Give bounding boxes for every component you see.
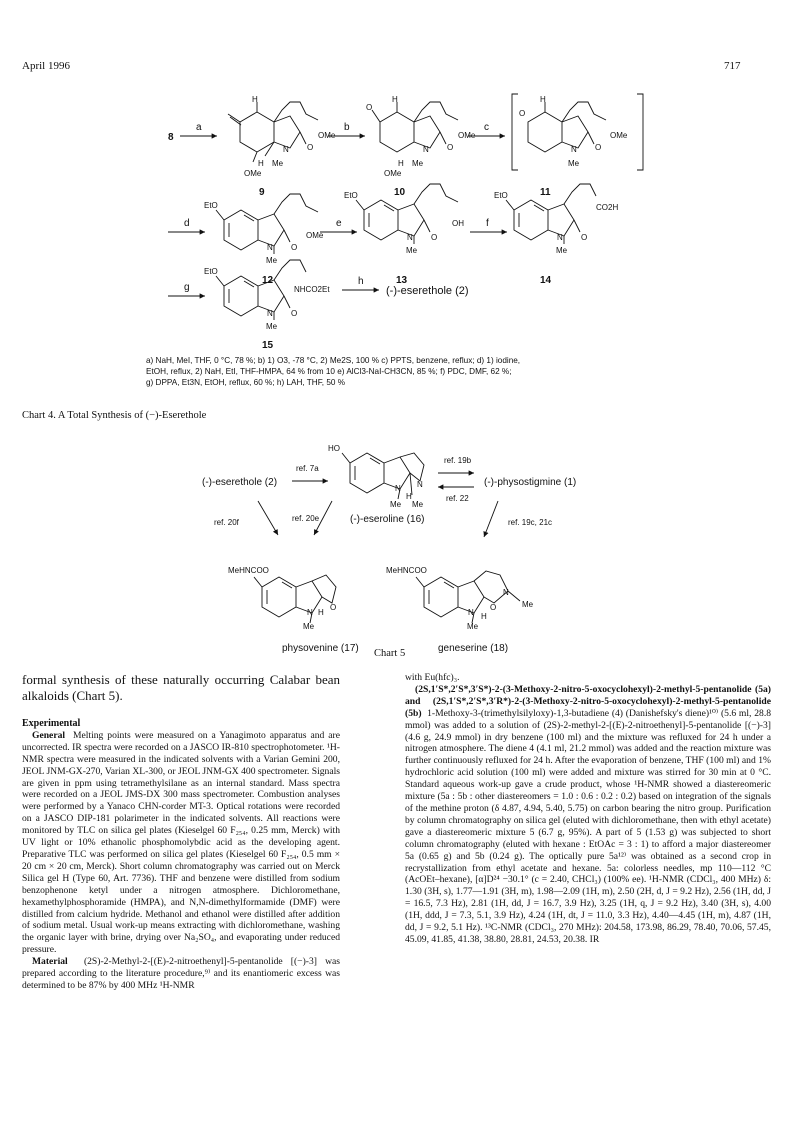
label-physovenine: physovenine (17) (282, 643, 359, 654)
compound-14-label: 14 (540, 275, 552, 286)
compound-10-label: 10 (394, 187, 406, 198)
step-e: e (336, 218, 342, 229)
conditions-line: g) DPPA, Et3N, EtOH, reflux, 60 %; h) LAH, THF, 50 % (146, 378, 345, 387)
atom-O-17: O (330, 603, 337, 612)
structure-9 (228, 102, 318, 162)
atom-Me-18a: Me (467, 622, 479, 631)
material-text: (2S)-2-Methyl-2-[(E)-2-nitroethenyl]-5-pentanolide [(−)-3] was prepared according to the literature procedure,⁹⁾ and its enantiomeric excess was determined to be 87% by 400 MHz ¹H-NMR (22, 956, 340, 991)
atom-NHCO2Et-15: NHCO2Et (294, 285, 330, 294)
atom-H-18: H (481, 612, 487, 621)
atom-OMe-9b: OMe (244, 169, 262, 178)
step-d: d (184, 218, 190, 229)
step-g: g (184, 282, 190, 293)
atom-H-10: H (392, 95, 398, 104)
arrow-ref19c (484, 501, 498, 537)
atom-Me-18b: Me (522, 600, 534, 609)
step-h: h (358, 276, 364, 287)
atom-EtO-13: EtO (344, 191, 358, 200)
compound-9-label: 9 (259, 187, 265, 198)
atom-N-14: N (557, 233, 563, 242)
compound-8-label: 8 (168, 132, 174, 143)
atom-OH-13: OH (452, 219, 464, 228)
atom-Me-11: Me (568, 159, 580, 168)
atom-Me-10: Me (412, 159, 424, 168)
atom-Me-13: Me (406, 246, 418, 255)
atom-N-b: N (417, 480, 423, 489)
ref-22: ref. 22 (446, 494, 469, 503)
general-text: Melting points were measured on a Yanagimoto apparatus and are uncorrected. IR spectra were recorded on a JASCO IR-810 spectrophotometer. ¹H-NMR spectra were measured in the indicated solvents with a Varian Gemini 200, JEOL JNM-GX-270, Varian XL-300, or JEOL JNM-GX 400 spectrometer. Signals are given in ppm using tetramethylsilane as an internal standard. Mass spectra were recorded on a JEOL JMS-DX 300 mass spectrometer. Combustion analyses were performed by a Yanaco CHN-corder MT-3. Optical rotations were recorded on a JASCO DIP-181 polarimeter in the indicated solvents. All reactions were monitored by TLC on silica gel plates (Kieselgel 60 F₂₅₄, 0.25 mm, Merck) with UV light or 10% ethanolic phosphomolybdic acid as the developing agent. Preparative TLC was performed on silica gel plates (Kieselgel 60 F₂₅₄, 0.5 mm × 20 cm × 20 cm, Merck). Short column chromatography was carried out on Merck Silica gel H (Type 60, Art. 7736). THF and benzene were distilled from sodium benzophenone ketyl under a nitrogen atmosphere. Dichloromethane, hexamethylphosphoramide (HMPA), and N,N-dimethylformamide (DMF) were distilled from calcium hydride. Methanol and ethanol were distilled after addition of sodium metal. Usual work-up means extracting with dichloromethane, washing the organic layer with brine, drying over Na₂SO₄, and evaporating under reduced pressure. (22, 729, 341, 956)
atom-O-11b: O (595, 143, 602, 152)
product-eserethole: (-)-eserethole (2) (386, 285, 469, 297)
atom-H-9b: H (258, 159, 264, 168)
atom-H-17: H (318, 608, 324, 617)
atom-O-10a: O (366, 103, 373, 112)
structure-10 (372, 102, 458, 152)
ref-19c: ref. 19c, 21c (508, 518, 553, 527)
atom-O-13: O (431, 233, 438, 242)
lead-paragraph: formal synthesis of these naturally occurring Calabar bean alkaloids (Chart 5). (22, 672, 340, 703)
compound-5-body: 1-Methoxy-3-(trimethylsilyloxy)-1,3-butadiene (4) (Danishefsky's diene)¹⁰⁾ (5.6 ml, 28.8 mmol) was added to a solution of (2S)-2-methyl-2-[(E)-2-nitroethenyl]-5-pentanolide [(−)-3] (4.6 g, 24.9 mmol) in dry benzene (100 ml) and the mixture was refluxed for 24 h under a nitrogen atmosphere. The diene 4 (4.1 ml, 21.2 mmol) was added and the reaction mixture was further continuously refluxed for 24 h. After the evaporation of benzene, THF (100 ml) and 1% hydrochloric acid solution (100 ml) were added and mixture was stirred for 30 min at 0 °C. Standard aqueous work-up gave a crude product, whose ¹H-NMR showed a diastereomeric mixture (5a : 5b : other diastereomers = 1.0 : 0.6 : 0.2 : 0.2) based on integration of the signals of the methine proton (δ 4.87, 4.94, 5.40, 5.75) on carbon bearing the nitro group. Purification by column chromatography on silica gel (eluted with dichloromethane, then with ethyl acetate) gave a diastereomeric mixture 5 (6.7 g, 95%). A part of 5 (1.53 g) was subjected to short column chromatography (eluted with hexane : EtOAc = 3 : 1) to afford a major diastereomer 5a (0.65 g) and 5b (0.24 g). The optically pure 5a¹²⁾ was obtained as a second crop in recrystallization from ethyl acetate and hexane. 5a: colorless needles, mp 110—112 °C (AcOEt–hexane), [α]D²⁴ −30.1° (c = 2.40, CHCl₃) (100% ee). ¹H-NMR (CDCl₃, 400 MHz) δ: 1.30 (3H, s), 1.77—1.91 (3H, m), 1.98—2.09 (1H, m), 2.50 (2H, d, J = 9.2 Hz), 2.56 (1H, dd, J = 16.5, 7.3 Hz), 2.81 (1H, dd, J = 16.7, 3.9 Hz), 3.25 (1H, q, J = 9.2 Hz), 3.40 (3H, s), 4.00 (1H, ddd, J = 7.3, 5.1, 3.9 Hz), 4.24 (1H, dt, J = 11.0, 3.3 Hz), 4.40—4.45 (1H, m), 4.87 (1H, dd, J = 9.2, 5.1 Hz). ¹³C-NMR (CDCl₃, 270 MHz): 204.58, 173.98, 86.29, 78.40, 70.06, 57.45, 45.09, 41.85, 41.38, 38.80, 28.81, 24.53, 20.38. IR (405, 707, 772, 945)
compound-13-label: 13 (396, 275, 408, 286)
chart4-caption: Chart 4. A Total Synthesis of (−)-Eserethole (22, 410, 207, 421)
header-page-number: 717 (724, 60, 741, 72)
atom-N-17: N (307, 608, 313, 617)
atom-N-18a: N (468, 608, 474, 617)
compound-5-title: (2S,1′S*,2′S*,3′S*)-2-(3-Methoxy-2-nitro-5-oxocyclohexyl)-2-methyl-5-pentanolide (5a) and (2S,1′S*,2′S*,3′R*)-2-(3-Methoxy-2-nitro-5-oxocyclohexyl)-2-methyl-5-pentanolide (5b) (405, 683, 771, 719)
atom-H-10b: H (398, 159, 404, 168)
atom-O-12: O (291, 243, 298, 252)
atom-N-15: N (267, 309, 273, 318)
label-physostigmine: (-)-physostigmine (1) (484, 477, 577, 488)
atom-O-10b: O (447, 143, 454, 152)
atom-N-13: N (407, 233, 413, 242)
atom-MeHNCOO-18: MeHNCOO (386, 566, 427, 575)
atom-H-9: H (252, 95, 258, 104)
atom-Me-15: Me (266, 322, 278, 331)
atom-N-12: N (267, 243, 273, 252)
label-geneserine: geneserine (18) (438, 643, 509, 654)
atom-O-18: O (490, 603, 497, 612)
reaction-conditions (146, 355, 666, 388)
chart5-scheme (0, 425, 793, 665)
right-column (405, 672, 771, 946)
atom-Me-17: Me (303, 622, 315, 631)
atom-OMe-9a: OMe (318, 131, 336, 140)
right-first-line: with Eu(hfc)₃. (405, 672, 460, 683)
ref-19b: ref. 19b (444, 456, 472, 465)
general-label: General (32, 729, 66, 741)
label-eseroline: (-)-eseroline (16) (350, 514, 425, 525)
atom-Me-12: Me (266, 256, 278, 265)
atom-N-9: N (283, 145, 289, 154)
atom-OMe-12: OMe (306, 231, 324, 240)
atom-EtO-15: EtO (204, 267, 218, 276)
step-f: f (486, 218, 489, 229)
general-paragraph (22, 730, 340, 956)
section-heading: Experimental (22, 718, 81, 729)
atom-O-14: O (581, 233, 588, 242)
atom-CO2H-14: CO2H (596, 203, 619, 212)
header-date: April 1996 (22, 60, 70, 72)
atom-O-11a: O (519, 109, 526, 118)
atom-N-10: N (423, 145, 429, 154)
atom-Me-a: Me (390, 500, 402, 509)
atom-MeHNCOO-17: MeHNCOO (228, 566, 269, 575)
atom-O-9: O (307, 143, 314, 152)
atom-EtO-12: EtO (204, 201, 218, 210)
atom-H-11: H (540, 95, 546, 104)
compound-15-label: 15 (262, 340, 274, 351)
ref-20e: ref. 20e (292, 514, 320, 523)
compound-12-label: 12 (262, 275, 274, 286)
ref-7a: ref. 7a (296, 464, 319, 473)
step-a: a (196, 122, 202, 133)
atom-N-18b: N (503, 588, 509, 597)
chart5-caption: Chart 5 (374, 648, 406, 659)
ref-20f: ref. 20f (214, 518, 239, 527)
arrow-ref20f (258, 501, 278, 535)
step-c: c (484, 122, 489, 133)
atom-OMe-10a: OMe (458, 131, 476, 140)
atom-OMe-10b: OMe (384, 169, 402, 178)
atom-N-a: N (395, 484, 401, 493)
atom-H-eseroline: H (406, 492, 412, 501)
atom-HO: HO (328, 444, 340, 453)
step-b: b (344, 122, 350, 133)
compound-5-paragraph (405, 684, 771, 946)
left-column (22, 672, 340, 992)
atom-O-15: O (291, 309, 298, 318)
atom-Me-9: Me (272, 159, 284, 168)
atom-OMe-11: OMe (610, 131, 628, 140)
label-eserethole: (-)-eserethole (2) (202, 477, 278, 488)
atom-Me-14: Me (556, 246, 568, 255)
conditions-line: EtOH, reflux, 2) NaH, EtI, THF-HMPA, 64 % from 10 e) AlCl3-NaI-CH3CN, 85 %; f) PDC, DMF, 62 %; (146, 367, 512, 376)
compound-11-label: 11 (540, 187, 551, 198)
material-label: Material (32, 956, 68, 968)
atom-N-11: N (571, 145, 577, 154)
atom-EtO-14: EtO (494, 191, 508, 200)
material-paragraph (22, 956, 340, 992)
atom-Me-b: Me (412, 500, 424, 509)
conditions-line: a) NaH, MeI, THF, 0 °C, 78 %; b) 1) O3, -78 °C, 2) Me2S, 100 % c) PPTS, benzene, reflux; d) 1) iodine, (146, 356, 521, 365)
